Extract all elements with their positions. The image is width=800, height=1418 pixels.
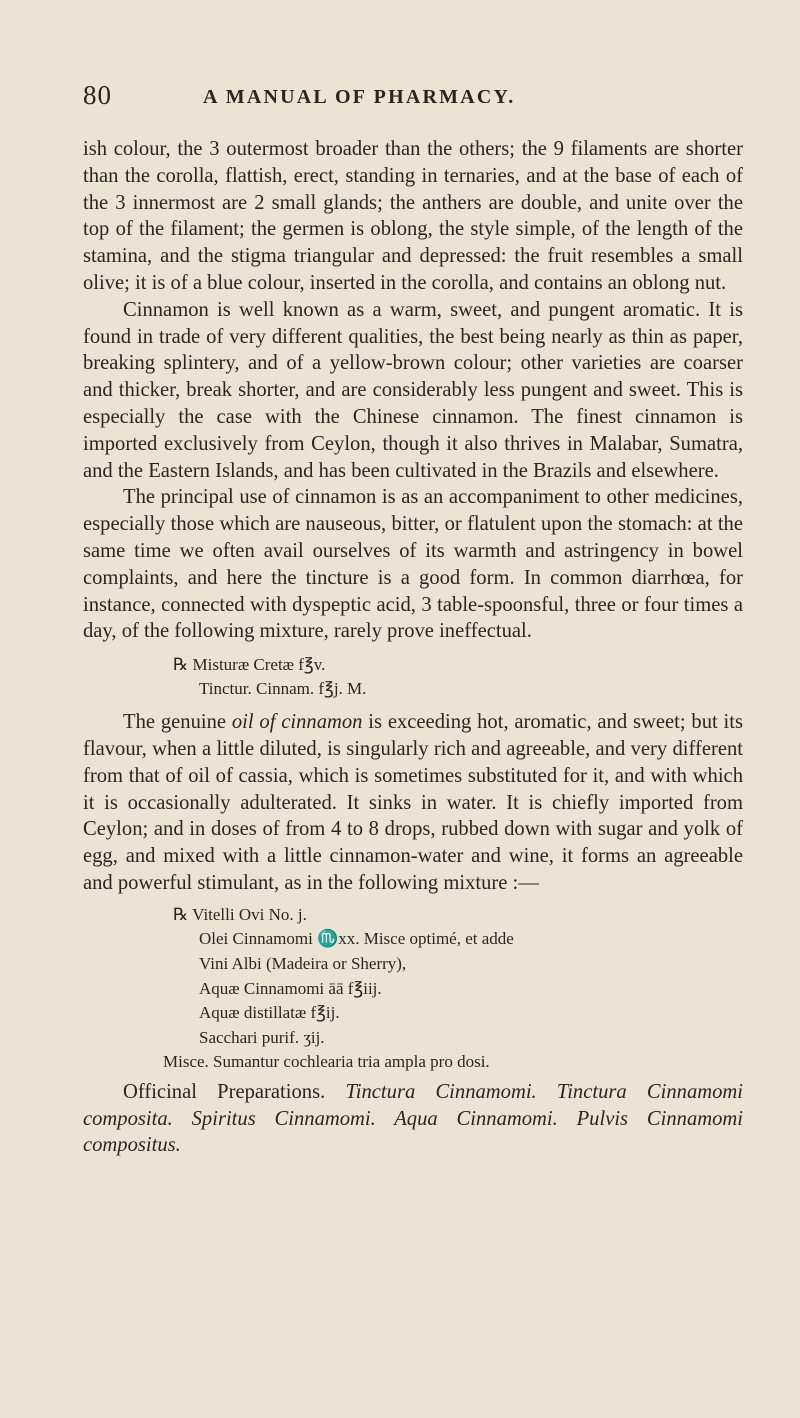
recipe-2-line-2: Olei Cinnamomi ♏xx. Misce optimé, et adde: [199, 929, 514, 949]
recipe-2-line-4: Aquæ Cinnamomi āā f℥iij.: [199, 978, 382, 998]
officinal-label: Officinal Preparations.: [123, 1080, 326, 1103]
recipe-2-line-5: Aquæ distillatæ f℥ij.: [199, 1003, 340, 1023]
running-title: A MANUAL OF PHARMACY.: [203, 86, 516, 108]
paragraph-1: ish colour, the 3 outermost broader than the others; the 9 filaments are shorter than the corolla, flattish, erect, standing in ternaries, and at the base of each of the 3 innermost are 2 small glands; the anthers are double, and unite over the top of the filament; the germen is oblong, the style simple, of the length of the stamina, and the stigma triangular and depressed: the fruit resembles a small olive; it is of a blue colour, inserted in the corolla, and contains an oblong nut.: [83, 138, 743, 294]
paragraph-4: [83, 709, 743, 897]
recipe-2-line-7: Misce. Sumantur cochlearia tria ampla pro dosi.: [163, 1052, 490, 1072]
recipe-2-line-6: Sacchari purif. ʒij.: [199, 1027, 325, 1047]
recipe-1: [83, 653, 743, 701]
recipe-2: [83, 903, 743, 1075]
paragraph-2: Cinnamon is well known as a warm, sweet, and pungent aromatic. It is found in trade of very different qualities, the best being nearly as thin as paper, breaking splintery, and of a yellow-brown colour; other varieties are coarser and thicker, break shorter, and are considerably less pungent and sweet. This is especially the case with the Chinese cinnamon. The finest cinnamon is imported exclusively from Ceylon, though it also thrives in Malabar, Sumatra, and the Eastern Islands, and has been cultivated in the Brazils and elsewhere.: [83, 298, 743, 482]
paragraph-4-italic: oil of cinnamon: [231, 711, 363, 734]
page-number: 80: [83, 80, 112, 110]
officinal-items: Tinctura Cinnamomi. Tinctura Cinnamomi composita. Spiritus Cinnamomi. Aqua Cinnamomi. Pulvis Cinnamomi compositus.: [83, 1080, 744, 1157]
paragraph-3: The principal use of cinnamon is as an accompaniment to other medicines, especially those which are nauseous, bitter, or flatulent upon the stomach: at the same time we often avail ourselves of its warmth and astringency in bowel complaints, and here the tincture is a good form. In common diarrhœa, for instance, connected with dyspeptic acid, 3 table-spoonsful, three or four times a day, of the following mixture, rarely prove ineffectual.: [83, 486, 743, 643]
paragraph-4-text-b: is exceeding hot, aromatic, and sweet; but its flavour, when a little diluted, is singularly rich and agreeable, and very different from that of oil of cassia, which is sometimes substituted for it, and with which it is occasionally adulterated. It sinks in water. It is chiefly imported from Ceylon; and in doses of from 4 to 8 drops, rubbed down with sugar and yolk of egg, and mixed with a little cinnamon-water and wine, it forms an agreeable and powerful stimulant, as in the following mixture :—: [83, 711, 743, 894]
paragraph-4-text-a: The genuine: [123, 711, 232, 734]
recipe-1-line-1: ℞ Misturæ Cretæ f℥v.: [173, 655, 326, 675]
recipe-1-line-2: Tinctur. Cinnam. f℥j. M.: [199, 679, 367, 699]
officinal-preparations: [83, 1079, 743, 1159]
page-header: [83, 80, 743, 110]
recipe-2-line-3: Vini Albi (Madeira or Sherry),: [199, 953, 407, 973]
body-text: [83, 136, 743, 1159]
recipe-2-line-1: ℞ Vitelli Ovi No. j.: [173, 904, 307, 924]
